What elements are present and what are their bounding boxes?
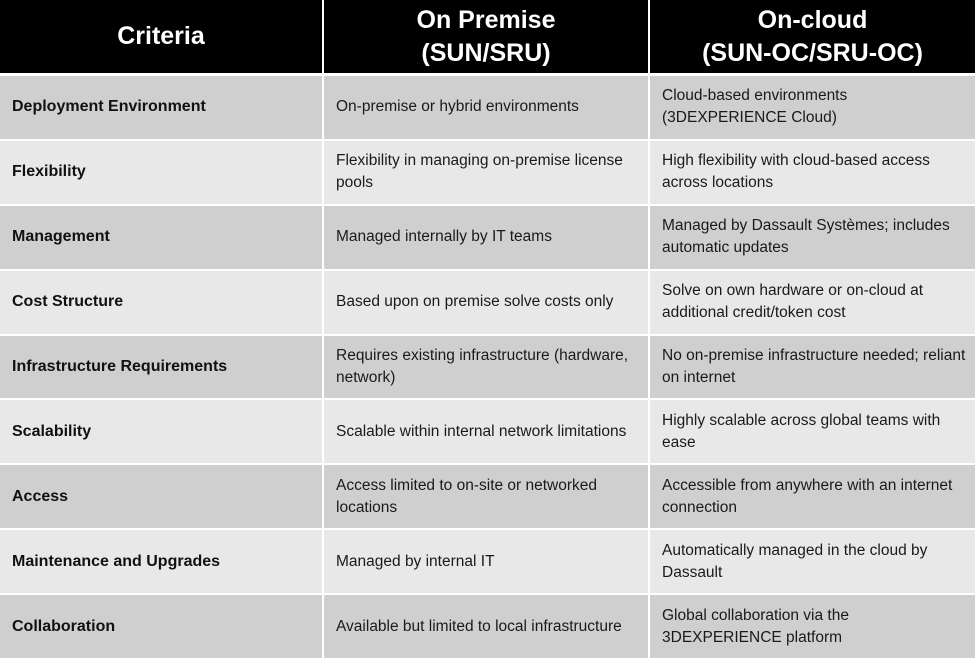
- table-row-on-cloud: No on-premise infrastructure needed; reliant on internet: [650, 336, 975, 401]
- table-row-criteria: Management: [0, 206, 324, 271]
- table-row-criteria: Scalability: [0, 400, 324, 465]
- table-row-criteria: Maintenance and Upgrades: [0, 530, 324, 595]
- header-on-cloud-line1: On-cloud: [757, 5, 868, 34]
- table-row-on-cloud: Global collaboration via the 3DEXPERIENCE platform: [650, 595, 975, 660]
- table-row-on-premise: Access limited to on-site or networked locations: [324, 465, 650, 530]
- table-row-on-premise: Scalable within internal network limitations: [324, 400, 650, 465]
- table-row-on-cloud: Managed by Dassault Systèmes; includes automatic updates: [650, 206, 975, 271]
- table-row-on-premise: Managed by internal IT: [324, 530, 650, 595]
- table-row-criteria: Infrastructure Requirements: [0, 336, 324, 401]
- header-on-premise-line2: (SUN/SRU): [421, 38, 551, 67]
- table-row-on-premise: Requires existing infrastructure (hardware, network): [324, 336, 650, 401]
- table-row-on-cloud: Solve on own hardware or on-cloud at additional credit/token cost: [650, 271, 975, 336]
- table-row-on-premise: On-premise or hybrid environments: [324, 76, 650, 141]
- table-row-on-premise: Based upon on premise solve costs only: [324, 271, 650, 336]
- header-criteria: [0, 0, 324, 76]
- table-row-criteria: Flexibility: [0, 141, 324, 206]
- table-row-criteria: Cost Structure: [0, 271, 324, 336]
- table-row-on-cloud: Automatically managed in the cloud by Dassault: [650, 530, 975, 595]
- table-row-criteria: Collaboration: [0, 595, 324, 660]
- table-row-on-premise: Flexibility in managing on-premise license pools: [324, 141, 650, 206]
- table-row-on-cloud: High flexibility with cloud-based access across locations: [650, 141, 975, 206]
- table-row-on-cloud: Highly scalable across global teams with ease: [650, 400, 975, 465]
- table-row-on-cloud: Cloud-based environments (3DEXPERIENCE Cloud): [650, 76, 975, 141]
- header-on-premise-line1: On Premise: [416, 5, 556, 34]
- header-on-premise: [324, 0, 650, 76]
- header-on-cloud-line2: (SUN-OC/SRU-OC): [702, 38, 923, 67]
- table-row-criteria: Deployment Environment: [0, 76, 324, 141]
- table-row-on-premise: Managed internally by IT teams: [324, 206, 650, 271]
- table-row-criteria: Access: [0, 465, 324, 530]
- table-row-on-cloud: Accessible from anywhere with an internet connection: [650, 465, 975, 530]
- header-on-cloud: [650, 0, 975, 76]
- header-criteria-label: Criteria: [117, 22, 205, 50]
- table-row-on-premise: Available but limited to local infrastructure: [324, 595, 650, 660]
